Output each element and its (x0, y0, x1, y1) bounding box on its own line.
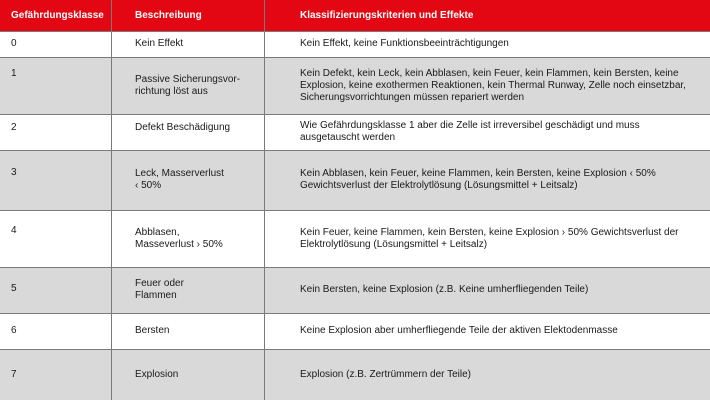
table-row (0, 57, 710, 114)
cell-klasse: 4 (11, 225, 17, 236)
cell-kriterien: Explosion (z.B. Zertrümmern der Teile) (300, 368, 471, 380)
table-row (0, 313, 710, 349)
cell-kriterien: Kein Feuer, keine Flammen, kein Bersten, keine Explosion › 50% Gewichtsverlust der Elektrolytlösung (Lösungsmittel + Leitsalz) (300, 226, 679, 250)
cell-beschreibung: Feuer oder Flammen (135, 278, 184, 301)
table-row (0, 349, 710, 400)
table-header (0, 0, 710, 31)
table-row (0, 267, 710, 313)
cell-klasse: 2 (11, 122, 17, 133)
cell-klasse: 7 (11, 368, 17, 380)
cell-klasse: 3 (11, 167, 17, 178)
table-row (0, 114, 710, 150)
cell-klasse: 1 (11, 68, 17, 79)
cell-kriterien: Kein Defekt, kein Leck, kein Abblasen, kein Feuer, kein Flammen, kein Bersten, keine Explosion, keine exothermen Reaktionen, kein Thermal Runway, Zelle noch einsetzbar, Sicherungsvorrichtungen müssen repariert werden (300, 67, 686, 103)
row-divider (0, 349, 710, 350)
table-row (0, 210, 710, 267)
row-divider (0, 114, 710, 115)
table-row (0, 31, 710, 57)
header-beschreibung: Beschreibung (135, 10, 202, 21)
row-divider (0, 57, 710, 58)
header-kriterien: Klassifizierungskriterien und Effekte (300, 10, 474, 21)
cell-kriterien: Kein Bersten, keine Explosion (z.B. Keine umherfliegenden Teile) (300, 284, 589, 295)
header-gefaehrdungsklasse: Gefährdungsklasse (11, 10, 104, 21)
cell-beschreibung: Bersten (135, 325, 170, 336)
cell-beschreibung: Passive Sicherungsvor-richtung löst aus (135, 73, 241, 97)
cell-beschreibung: Leck, Masserverlust ‹ 50% (135, 168, 224, 191)
row-divider (0, 31, 710, 32)
cell-klasse: 0 (11, 38, 17, 49)
column-divider (111, 0, 112, 400)
row-divider (0, 150, 710, 151)
cell-kriterien: Kein Abblasen, kein Feuer, keine Flammen, kein Bersten, keine Explosion ‹ 50% Gewichtsverlust der Elektrolytlösung (Lösungsmittel + Leitsalz) (300, 168, 656, 191)
table-row (0, 150, 710, 210)
cell-beschreibung: Defekt Beschädigung (135, 122, 231, 133)
cell-beschreibung: Abblasen, Masseverlust › 50% (135, 226, 223, 250)
row-divider (0, 267, 710, 268)
cell-beschreibung: Explosion (135, 368, 179, 380)
cell-kriterien: Wie Gefährdungsklasse 1 aber die Zelle ist irreversibel geschädigt und muss ausgetauscht werden (300, 120, 640, 143)
cell-klasse: 5 (11, 283, 17, 294)
row-divider (0, 313, 710, 314)
column-divider (264, 0, 265, 400)
cell-kriterien: Kein Effekt, keine Funktionsbeeinträchtigungen (300, 38, 509, 49)
cell-kriterien: Keine Explosion aber umherfliegende Teile der aktiven Elektodenmasse (300, 325, 618, 336)
row-divider (0, 210, 710, 211)
cell-beschreibung: Kein Effekt (135, 38, 184, 49)
cell-klasse: 6 (11, 325, 17, 336)
